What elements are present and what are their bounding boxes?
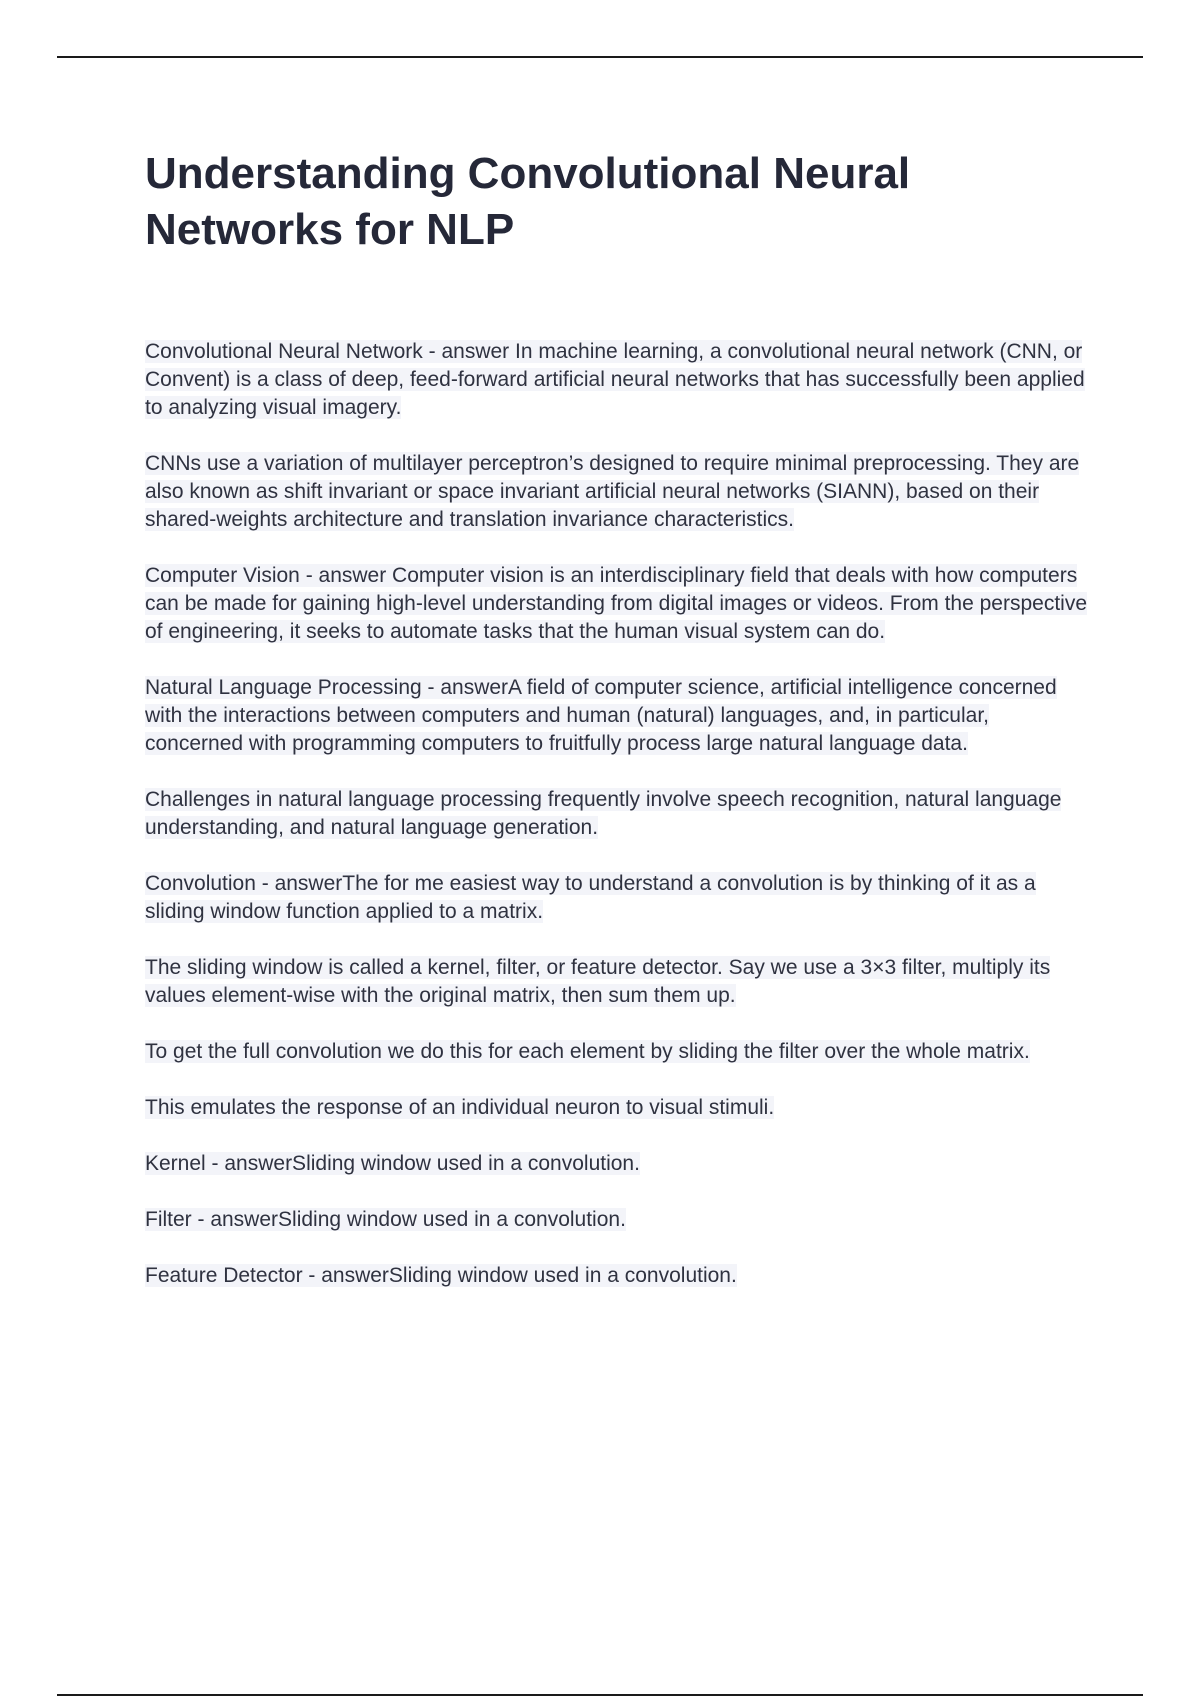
- paragraph: [145, 562, 1090, 646]
- paragraph: [145, 870, 1090, 926]
- paragraph-text: Natural Language Processing - answerA field of computer science, artificial intelligence concerned with the interactions between computers and human (natural) languages, and, in particular, concerned with programming computers to fruitfully process large natural language data.: [145, 676, 1057, 755]
- paragraph: [145, 674, 1090, 758]
- paragraph-text: To get the full convolution we do this for each element by sliding the filter over the whole matrix.: [145, 1040, 1030, 1063]
- paragraph-text: Feature Detector - answerSliding window used in a convolution.: [145, 1264, 737, 1287]
- paragraph-text: Computer Vision - answer Computer vision is an interdisciplinary field that deals with how computers can be made for gaining high-level understanding from digital images or videos. From the perspective of engineering, it seeks to automate tasks that the human visual system can do.: [145, 564, 1088, 643]
- document-body: [145, 338, 1090, 1318]
- paragraph-text: This emulates the response of an individual neuron to visual stimuli.: [145, 1096, 775, 1119]
- bottom-divider: [57, 1694, 1143, 1696]
- paragraph: [145, 786, 1090, 842]
- paragraph: [145, 1094, 1090, 1122]
- document-title: Understanding Convolutional Neural Networks for NLP: [145, 149, 911, 254]
- paragraph-text: The sliding window is called a kernel, filter, or feature detector. Say we use a 3×3 filter, multiply its values element-wise with the original matrix, then sum them up.: [145, 956, 1051, 1007]
- paragraph: [145, 338, 1090, 422]
- paragraph: [145, 1262, 1090, 1290]
- paragraph-text: CNNs use a variation of multilayer perceptron’s designed to require minimal preprocessing. They are also known as shift invariant or space invariant artificial neural networks (SIANN), based on their shared-weights architecture and translation invariance characteristics.: [145, 452, 1080, 531]
- paragraph: [145, 1150, 1090, 1178]
- paragraph-text: Convolutional Neural Network - answer In machine learning, a convolutional neural network (CNN, or Convent) is a class of deep, feed-forward artificial neural networks that has successfully been applied to analyzing visual imagery.: [145, 340, 1085, 419]
- paragraph-text: Challenges in natural language processing frequently involve speech recognition, natural language understanding, and natural language generation.: [145, 788, 1062, 839]
- paragraph-text: Filter - answerSliding window used in a convolution.: [145, 1208, 626, 1231]
- paragraph: [145, 1038, 1090, 1066]
- paragraph: [145, 1206, 1090, 1234]
- paragraph-text: Convolution - answerThe for me easiest way to understand a convolution is by thinking of it as a sliding window function applied to a matrix.: [145, 872, 1036, 923]
- paragraph: [145, 954, 1090, 1010]
- paragraph-text: Kernel - answerSliding window used in a convolution.: [145, 1152, 640, 1175]
- paragraph: [145, 450, 1090, 534]
- top-divider: [57, 56, 1143, 58]
